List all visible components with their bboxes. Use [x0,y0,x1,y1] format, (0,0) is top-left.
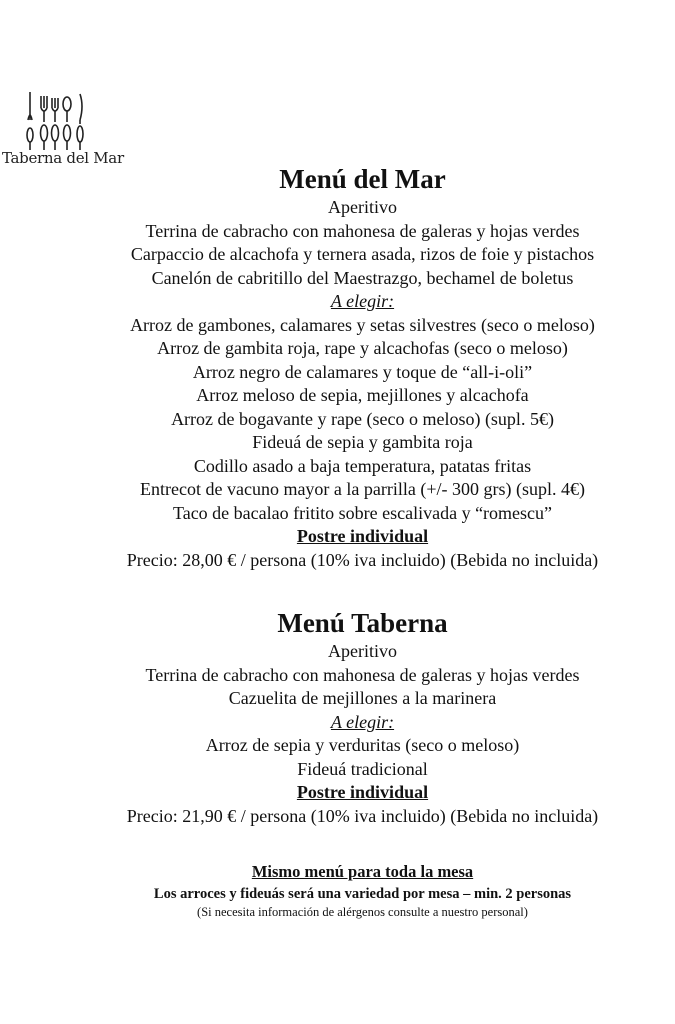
principal-item: Fideuá de sepia y gambita roja [252,432,473,452]
principal-item: Arroz meloso de sepia, mejillones y alcachofa [196,385,529,405]
principal-item: Arroz de bogavante y rape (seco o meloso) (supl. 5€) [171,408,554,429]
footer-notes [0,860,675,921]
menu-title: Menú del Mar [279,164,446,194]
entrante-item: Carpaccio de alcachofa y ternera asada, rizos de foie y pistachos [130,244,595,264]
cutlery-icon [0,80,125,160]
entrante-item: Canelón de cabritillo del Maestrazgo, bechamel de boletus [151,267,574,288]
entrante-item: Terrina de cabracho con mahonesa de galeras y hojas verdes [145,220,580,241]
menu-taberna [0,606,675,828]
menu-title: Menú Taberna [277,608,448,638]
principal-item: Entrecot de vacuno mayor a la parrilla (+/- 300 grs) (supl. 4€) [140,479,585,499]
aperitivo: Aperitivo [328,641,397,661]
postre-label: Postre individual [296,526,429,546]
precio: Precio: 28,00 € / persona (10% iva incluido) (Bebida no incluida) [126,549,599,570]
aperitivo: Aperitivo [328,197,397,217]
principal-item: Arroz negro de calamares y toque de “all-i-oli” [192,361,533,382]
principal-item: Taco de bacalao fritito sobre escalivada y “romescu” [172,502,553,523]
a-elegir-label: A elegir: [330,291,395,311]
arroces-note: Los arroces y fideuás será una variedad por mesa – min. 2 personas [153,886,572,902]
entrante-item: Cazuelita de mejillones a la marinera [228,688,497,708]
principal-item: Arroz de sepia y verduritas (seco o meloso) [205,735,520,755]
postre-label: Postre individual [296,782,429,802]
menu-del-mar [0,162,675,572]
a-elegir-label: A elegir: [330,711,395,732]
principal-item: Arroz de gambita roja, rape y alcachofas (seco o meloso) [157,338,568,358]
principal-item: Arroz de gambones, calamares y setas silvestres (seco o meloso) [130,314,595,335]
alergenos-note: (Si necesita información de alérgenos consulte a nuestro personal) [197,905,528,919]
principal-item: Fideuá tradicional [297,758,428,779]
mismo-menu-note: Mismo menú para toda la mesa [251,862,474,881]
logo-text: Taberna del Mar [2,149,124,167]
principal-item: Codillo asado a baja temperatura, patatas fritas [193,455,532,476]
entrante-item: Terrina de cabracho con mahonesa de galeras y hojas verdes [145,664,580,685]
precio: Precio: 21,90 € / persona (10% iva incluido) (Bebida no incluida) [126,805,599,826]
